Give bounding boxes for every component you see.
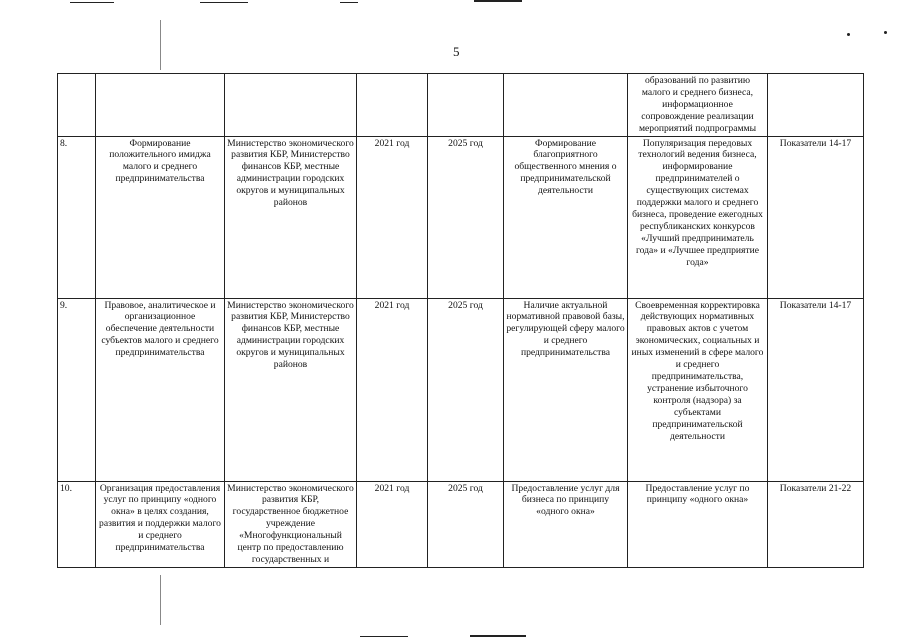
expected-result: Наличие актуальной нормативной правовой базы, регулирующей сферу малого и среднего предпринимательства [504, 298, 628, 481]
table-row [58, 136, 864, 298]
main-activity: Предоставление услуг по принципу «одного окна» [628, 481, 768, 567]
table-row [58, 481, 864, 567]
measure-name: Правовое, аналитическое и организационное обеспечение деятельности субъектов малого и среднего предпринимательства [96, 298, 225, 481]
scan-artifact [360, 636, 408, 637]
row-number: 10. [58, 481, 96, 567]
table-row [58, 74, 864, 137]
scan-artifact [160, 575, 161, 625]
end-date: 2025 год [428, 136, 504, 298]
row-number: 8. [58, 136, 96, 298]
executor [225, 74, 357, 137]
start-date: 2021 год [357, 298, 428, 481]
row-number [58, 74, 96, 137]
scan-artifact [884, 31, 887, 34]
measures-table [57, 73, 864, 568]
executor: Министерство экономического развития КБР, государственное бюджетное учреждение «Многофункциональный центр по предоставлению государственных и [225, 481, 357, 567]
main-activity: Популяризация передовых технологий ведения бизнеса, информирование предпринимателей о существующих системах поддержки малого и среднего бизнеса, проведение ежегодных республиканских конкурсов «Лучший предприниматель года» и «Лучшее предприятие года» [628, 136, 768, 298]
indicators: Показатели 14-17 [768, 136, 864, 298]
expected-result: Предоставление услуг для бизнеса по принципу «одного окна» [504, 481, 628, 567]
table-row [58, 298, 864, 481]
indicators: Показатели 14-17 [768, 298, 864, 481]
executor: Министерство экономического развития КБР, Министерство финансов КБР, местные администрации городских округов и муниципальных районов [225, 136, 357, 298]
measure-name [96, 74, 225, 137]
start-date: 2021 год [357, 481, 428, 567]
expected-result: Формирование благоприятного общественного мнения о предпринимательской деятельности [504, 136, 628, 298]
scan-artifact [470, 635, 526, 637]
executor: Министерство экономического развития КБР, Министерство финансов КБР, местные администрации городских округов и муниципальных районов [225, 298, 357, 481]
main-activity: образований по развитию малого и среднего бизнеса, информационное сопровождение реализации мероприятий подпрограммы [628, 74, 768, 137]
main-activity: Своевременная корректировка действующих нормативных правовых актов с учетом экономических, социальных и иных изменений в сфере малого и среднего предпринимательства, устранение избыточного контроля (надзора) за субъектами предпринимательской деятельности [628, 298, 768, 481]
scan-artifact [160, 20, 161, 70]
scan-artifact [847, 33, 850, 36]
indicators: Показатели 21-22 [768, 481, 864, 567]
start-date: 2021 год [357, 136, 428, 298]
indicators [768, 74, 864, 137]
scan-artifact [474, 0, 522, 2]
scan-artifact [70, 2, 114, 3]
start-date [357, 74, 428, 137]
end-date [428, 74, 504, 137]
end-date: 2025 год [428, 298, 504, 481]
expected-result [504, 74, 628, 137]
scan-artifact [200, 2, 248, 3]
row-number: 9. [58, 298, 96, 481]
measure-name: Организация предоставления услуг по принципу «одного окна» в целях создания, развития и поддержки малого и среднего предпринимательства [96, 481, 225, 567]
measure-name: Формирование положительного имиджа малого и среднего предпринимательства [96, 136, 225, 298]
scan-artifact [340, 2, 358, 3]
end-date: 2025 год [428, 481, 504, 567]
page-number: 5 [453, 44, 460, 59]
